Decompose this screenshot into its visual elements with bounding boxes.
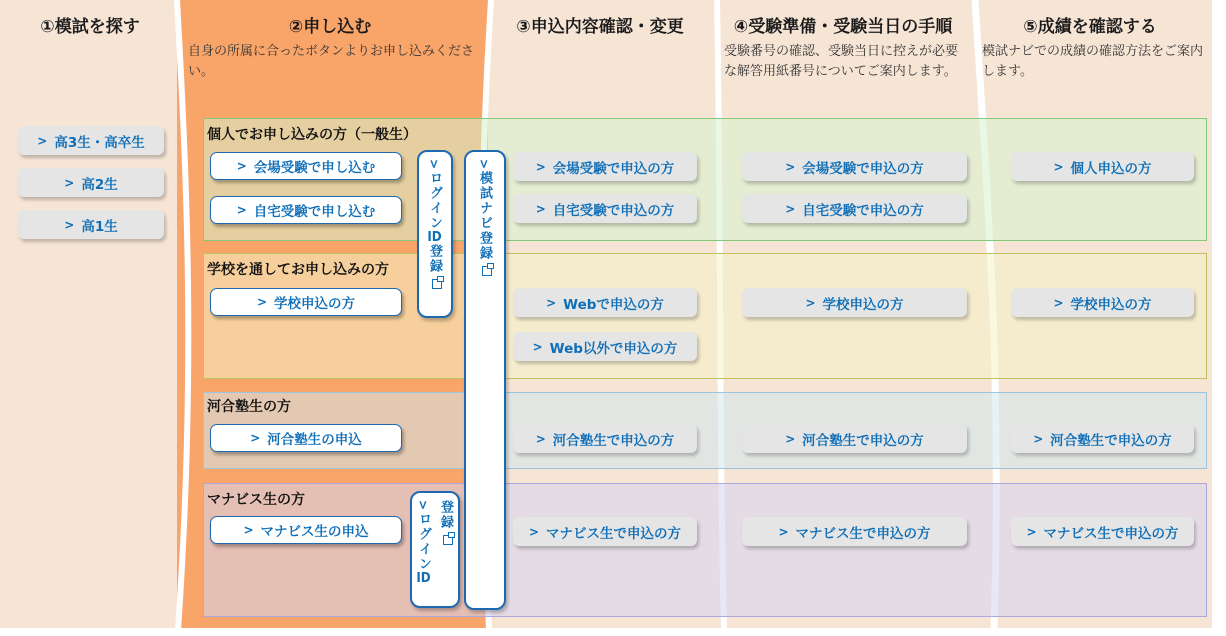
chevron-icon: >: [528, 524, 540, 539]
confirm-kawaijuku-label: 河合塾生で申込の方: [552, 432, 675, 449]
apply-school-button[interactable]: [210, 288, 402, 316]
prep-manavis-label: マナビス生で申込の方: [795, 525, 931, 542]
prep-school-apply-button[interactable]: [742, 288, 967, 317]
chevron-icon: >: [778, 524, 789, 539]
chevron-icon: >: [477, 159, 491, 172]
find-exam-grade3-button[interactable]: [18, 126, 164, 155]
chevron-icon: >: [805, 295, 816, 310]
prep-kawaijuku-label: 河合塾生で申込の方: [802, 432, 924, 449]
step2-title: ②申し込む: [288, 17, 372, 37]
section-title-manavis: マナビス生の方: [207, 492, 305, 508]
login-id-upper-label-part2: ID: [427, 231, 442, 245]
chevron-icon: >: [785, 159, 796, 174]
results-individual-label: 個人申込の方: [1070, 160, 1152, 177]
prep-manavis-button[interactable]: [742, 517, 967, 546]
step5-description: 模試ナビでの成績の確認方法をご案内します。: [982, 44, 1204, 79]
external-link-icon: [482, 266, 492, 276]
confirm-home-exam-label: 自宅受験で申込の方: [552, 202, 675, 219]
apply-school-label: 学校申込の方: [274, 296, 356, 312]
moshi-navi-registration-button[interactable]: [464, 150, 506, 610]
apply-home-exam-button[interactable]: [210, 196, 402, 224]
section-title-individual: 個人でお申し込みの方（一般生）: [207, 127, 417, 143]
chevron-icon: >: [532, 339, 543, 354]
external-link-icon: [443, 535, 453, 545]
chevron-icon: >: [64, 217, 75, 232]
apply-venue-exam-button[interactable]: [210, 152, 402, 180]
prep-kawaijuku-button[interactable]: [742, 424, 967, 453]
find-exam-grade2-button[interactable]: [18, 168, 164, 197]
find-exam-grade3-label: 高3生・高卒生: [54, 134, 145, 151]
chevron-icon: >: [535, 159, 546, 174]
chevron-icon: >: [236, 159, 247, 173]
step4-description: 受験番号の確認、受験当日に控えが必要な解答用紙番号についてご案内します。: [724, 44, 959, 79]
apply-kawaijuku-button[interactable]: [210, 424, 402, 452]
chevron-icon: >: [250, 431, 261, 445]
apply-venue-exam-label: 会場受験で申し込む: [253, 160, 376, 176]
step1-title: ①模試を探す: [40, 17, 140, 37]
apply-manavis-button[interactable]: [210, 516, 402, 544]
confirm-kawaijuku-button[interactable]: [513, 424, 697, 453]
chevron-icon: >: [1053, 295, 1064, 310]
chevron-icon: >: [785, 201, 796, 216]
confirm-venue-exam-button[interactable]: [513, 152, 697, 181]
prep-venue-exam-button[interactable]: [742, 152, 967, 181]
confirm-web-apply-label: Webで申込の方: [563, 296, 664, 313]
chevron-icon: >: [236, 203, 247, 217]
chevron-icon: >: [535, 431, 546, 446]
results-school-button[interactable]: [1011, 288, 1194, 317]
prep-school-apply-label: 学校申込の方: [822, 296, 904, 313]
login-id-lower-label-part1: ログイン: [416, 512, 431, 573]
external-link-icon: [432, 279, 442, 289]
results-manavis-label: マナビス生で申込の方: [1043, 525, 1179, 542]
find-exam-grade2-label: 高2生: [81, 176, 118, 193]
step5-title: ⑤成績を確認する: [1023, 17, 1157, 37]
login-id-upper-label-part1: ログイン: [427, 171, 442, 232]
results-manavis-button[interactable]: [1011, 517, 1194, 546]
login-id-lower-label-part2: ID: [416, 572, 431, 586]
results-kawaijuku-label: 河合塾生で申込の方: [1050, 432, 1172, 449]
apply-kawaijuku-label: 河合塾生の申込: [267, 432, 362, 448]
step4-title: ④受験準備・受験当日の手順: [733, 17, 953, 37]
apply-manavis-label: マナビス生の申込: [260, 524, 369, 540]
chevron-icon: >: [37, 133, 48, 148]
find-exam-grade1-button[interactable]: [18, 210, 164, 239]
chevron-icon: >: [1026, 524, 1037, 539]
chevron-icon: >: [416, 500, 430, 513]
results-individual-button[interactable]: [1011, 152, 1194, 181]
login-id-upper-label-part3: 登録: [427, 244, 442, 275]
chevron-icon: >: [546, 295, 557, 310]
prep-home-exam-label: 自宅受験で申込の方: [802, 202, 924, 219]
apply-home-exam-label: 自宅受験で申し込む: [253, 204, 376, 220]
step2-description: 自身の所属に合ったボタンよりお申し込みください。: [188, 44, 475, 79]
chevron-icon: >: [256, 295, 268, 309]
confirm-web-apply-button[interactable]: [513, 288, 697, 317]
prep-home-exam-button[interactable]: [742, 194, 967, 223]
step3-title: ③申込内容確認・変更: [516, 17, 684, 37]
confirm-nonweb-apply-label: Web以外で申込の方: [549, 340, 678, 357]
results-kawaijuku-button[interactable]: [1011, 424, 1194, 453]
section-title-kawaijuku: 河合塾生の方: [207, 399, 291, 415]
login-id-lower-label-part3: 登録: [438, 500, 453, 530]
chevron-icon: >: [1053, 159, 1064, 174]
confirm-venue-exam-label: 会場受験で申込の方: [552, 160, 675, 177]
chevron-icon: >: [785, 431, 796, 446]
login-id-registration-button-upper[interactable]: [417, 150, 453, 318]
confirm-home-exam-button[interactable]: [513, 194, 697, 223]
band-manavis-students: [203, 483, 1207, 617]
prep-venue-exam-label: 会場受験で申込の方: [802, 160, 924, 177]
chevron-icon: >: [64, 175, 75, 190]
chevron-icon: >: [1033, 431, 1044, 446]
moshi-navi-label: 模試ナビ登録: [477, 171, 492, 262]
chevron-icon: >: [427, 159, 441, 172]
confirm-manavis-label: マナビス生で申込の方: [546, 525, 682, 542]
confirm-manavis-button[interactable]: [513, 517, 697, 546]
results-school-label: 学校申込の方: [1070, 296, 1152, 313]
login-id-registration-button-lower[interactable]: [410, 491, 460, 608]
column-divider-1: [177, 0, 188, 630]
find-exam-grade1-label: 高1生: [81, 218, 118, 235]
chevron-icon: >: [243, 523, 254, 537]
section-title-school: 学校を通してお申し込みの方: [207, 262, 389, 278]
confirm-nonweb-apply-button[interactable]: [513, 332, 697, 361]
chevron-icon: >: [535, 201, 546, 216]
